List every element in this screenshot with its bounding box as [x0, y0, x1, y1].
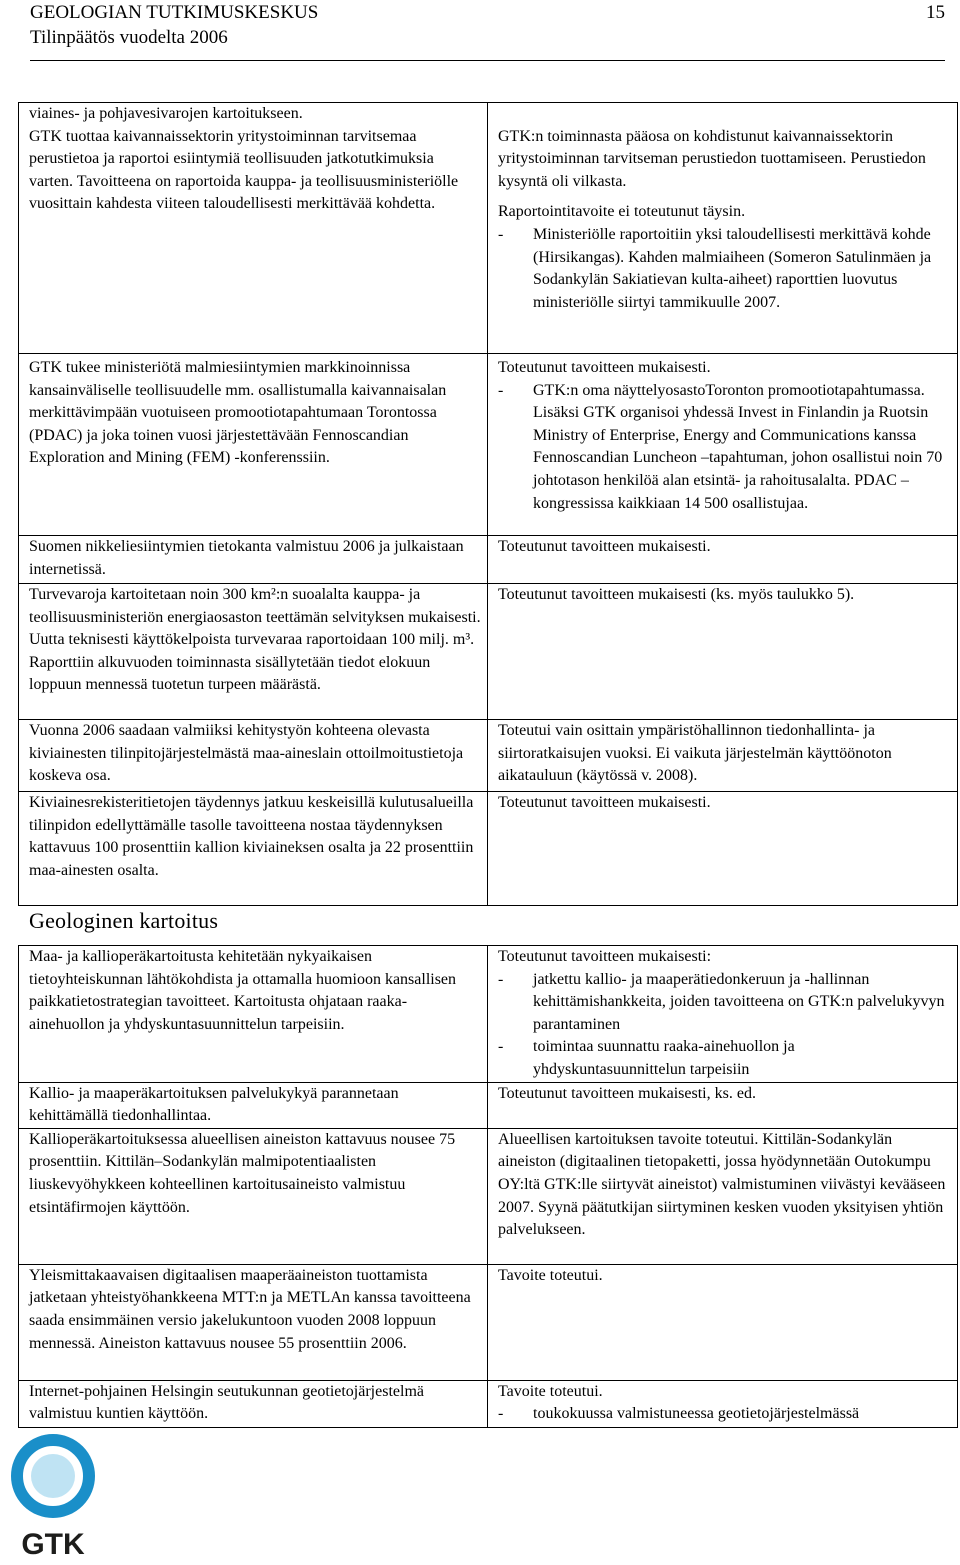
goal-cell	[19, 720, 488, 792]
result-text: Tavoite toteutui.	[498, 1266, 603, 1284]
result-list	[498, 1403, 951, 1426]
goal-text: Suomen nikkeliesiintymien tietokanta valmistuu 2006 ja julkaistaan internetissä.	[29, 538, 464, 578]
goal-cell	[19, 354, 488, 536]
result-text: Alueellisen kartoituksen tavoite toteutui. Kittilän-Sodankylän aineiston (digitaalinen tietopaketti, jossa hyödynnetään Outokumpu OY:ltä GTK:lle siirtyvät aineistot) valmistuminen viivästyi kevääseen 2007. Syynä päätutkijan siirtyminen kesken vuoden yksityisen yhtiön palvelukseen.	[498, 1130, 946, 1239]
gtk-logo	[8, 1432, 98, 1560]
result-cell	[488, 1380, 958, 1427]
result-list	[498, 969, 951, 1082]
result-list	[498, 380, 951, 516]
goal-text: GTK tuottaa kaivannaissektorin yritystoiminnan tarvitsemaa perustietoa ja raportoi esiintymiä teollisuuden jatkotutkimuksia varten. Tavoitteena on raportoida kauppa- ja teollisuusministeriölle vuosittain kahdesta viiteen taloudellisesti merkittävää kohdetta.	[29, 127, 459, 213]
result-cell	[488, 792, 958, 906]
result-cell	[488, 720, 958, 792]
result-text: Toteutunut tavoitteen mukaisesti.	[498, 794, 711, 811]
result-text: Toteutunut tavoitteen mukaisesti.	[498, 538, 711, 555]
goal-cell	[19, 103, 488, 354]
organization-name: GEOLOGIAN TUTKIMUSKESKUS	[30, 2, 319, 23]
table-row	[19, 584, 958, 720]
goal-cell	[19, 536, 488, 584]
logo-core	[31, 1454, 75, 1498]
goal-cell	[19, 1264, 488, 1380]
list-item: - GTK:n oma näyttelyosastoToronton promootiotapahtumassa. Lisäksi GTK organisoi yhdessä Invest in Finlandin ja Ruotsin Ministry of Enterprise, Energy and Communications kanssa Fennoscandian Luncheon –tapahtuman, johon osallistui noin 70 johtotason henkilöä alan etsintä- ja rahoitusalalta. PDAC –kongressissa kaikkiaan 14 500 osallistujaa.	[498, 381, 943, 512]
page-number: 15	[926, 2, 945, 23]
goal-text: viaines- ja pohjavesivarojen kartoitukseen.	[29, 105, 303, 122]
table-row	[19, 536, 958, 584]
goals-table	[18, 102, 958, 1428]
table-row	[19, 1264, 958, 1380]
result-cell	[488, 536, 958, 584]
table-row	[19, 946, 958, 1083]
result-cell	[488, 584, 958, 720]
table-row	[19, 792, 958, 906]
section-cell	[19, 906, 958, 946]
result-text: Toteutunut tavoitteen mukaisesti, ks. ed.	[498, 1084, 756, 1102]
result-cell	[488, 103, 958, 354]
goal-cell	[19, 584, 488, 720]
result-status: Toteutunut tavoitteen mukaisesti.	[498, 359, 711, 376]
goal-text: Kiviainesrekisteritietojen täydennys jatkuu keskeisillä kulutusalueilla tilinpidon edellyttämälle tasolle tavoitteena nostaa täydennyksen kattavuus 100 prosenttiin kallion kiviaineksen osalta ja 22 prosenttiin maa-ainesten osalta.	[29, 794, 474, 879]
goal-cell	[19, 1128, 488, 1264]
result-cell	[488, 1264, 958, 1380]
goal-text: GTK tukee ministeriötä malmiesiintymien markkinoinnissa kansainväliselle teollisuudelle mm. osallistumalla kaivannaisalan merkittävimpään vuotuiseen promootiotapahtumaan Torontossa (PDAC) ja joka toinen vuosi järjestettävään Fennoscandian Exploration and Mining (FEM) -konferenssiin.	[29, 359, 447, 467]
table-row	[19, 1082, 958, 1128]
goal-text: Vuonna 2006 saadaan valmiiksi kehitystyön kohteena olevasta kiviainesten tilinpitojärjestelmästä maa-aineslain ottoilmoitustietoja koskeva osa.	[29, 722, 464, 785]
section-heading: Geologinen kartoitus	[29, 908, 219, 933]
logo-wordmark: GTK	[21, 1528, 85, 1560]
result-list	[498, 224, 951, 314]
table-row	[19, 103, 958, 354]
goal-text: Kallio- ja maaperäkartoituksen palvelukykyä parannetaan kehittämällä tiedonhallintaa.	[29, 1084, 399, 1125]
section-row	[19, 906, 958, 946]
goal-cell	[19, 946, 488, 1083]
document-subtitle: Tilinpäätös vuodelta 2006	[30, 27, 228, 48]
table-row	[19, 1128, 958, 1264]
goal-text: Maa- ja kallioperäkartoitusta kehitetään nykyaikaisen tietoyhteiskunnan lähtökohdista ja ottamalla huomioon kansallisen paikkatietostrategian tavoitteet. Kartoitusta ohjataan raaka-ainehuollon ja yhdyskuntasuunnittelun tarpeisiin.	[29, 948, 457, 1033]
table-row	[19, 354, 958, 536]
result-cell	[488, 1082, 958, 1128]
gtk-logo-graphic	[8, 1432, 98, 1560]
result-text: Toteutunut tavoitteen mukaisesti (ks. myös taulukko 5).	[498, 586, 855, 603]
list-item: - toimintaa suunnattu raaka-ainehuollon ja yhdyskuntasuunnittelun tarpeisiin	[498, 1038, 795, 1078]
result-text: GTK:n toiminnasta pääosa on kohdistunut kaivannaissektorin yritystoiminnan tarvitseman perustiedon tuottamiseen. Perustiedon kysyntä oli vilkasta.	[498, 127, 926, 190]
result-status: Raportointitavoite ei toteutunut täysin.	[498, 203, 746, 221]
list-item: - Ministeriölle raportoitiin yksi taloudellisesti merkittävä kohde (Hirsikangas). Kahden malmiaiheen (Someron Satulinmäen ja Sodankylän Sakiatievan kulta-aiheet) raporttien luovutus ministeriölle siirtyi tammikuulle 2007.	[498, 225, 932, 311]
goal-cell	[19, 1380, 488, 1427]
header-rule	[30, 60, 945, 61]
list-item: - toukokuussa valmistuneessa geotietojärjestelmässä	[498, 1405, 860, 1423]
result-text: Toteutui vain osittain ympäristöhallinnon tiedonhallinta- ja siirtoratkaisujen vuoksi. Ei vaikuta järjestelmän käyttöönoton aikatauluun (käytössä v. 2008).	[498, 722, 892, 785]
result-status: Toteutunut tavoitteen mukaisesti:	[498, 948, 712, 965]
result-cell	[488, 946, 958, 1083]
table-row	[19, 1380, 958, 1427]
goal-text: Turvevaroja kartoitetaan noin 300 km²:n suoalalta kauppa- ja teollisuusministeriön energiaosaston teettämän selvityksen mukaisesti. Uutta teknisesti käyttökelpoista turvevaraa raportoidaan 100 milj. m³. Raporttiin alkuvuoden toiminnasta sisällytetään tiedot elokuun loppuun mennessä tuotetun turpeen määrästä.	[29, 586, 481, 694]
goal-cell	[19, 1082, 488, 1128]
goal-cell	[19, 792, 488, 906]
goal-text: Yleismittakaavaisen digitaalisen maaperäaineiston tuottamista jatketaan yhteistyöhankkeena MTT:n ja METLAn kanssa tavoitteena saada ensimmäinen versio jakelukuntoon vuoden 2008 loppuun mennessä. Aineiston kattavuus nousee 55 prosenttiin 2006.	[29, 1266, 471, 1352]
result-status: Tavoite toteutui.	[498, 1382, 603, 1400]
result-cell	[488, 1128, 958, 1264]
goal-text: Kallioperäkartoituksessa alueellisen aineiston kattavuus nousee 75 prosenttiin. Kittilän–Sodankylän malmipotentiaalisten liuskevyöhykkeen kohteellinen kartoitusaineisto valmistuu etsintäfirmojen käyttöön.	[29, 1130, 456, 1216]
goal-text: Internet-pohjainen Helsingin seutukunnan geotietojärjestelmä valmistuu kuntien käyttöön.	[29, 1382, 424, 1423]
table-row	[19, 720, 958, 792]
list-item: - jatkettu kallio- ja maaperätiedonkeruun ja -hallinnan kehittämishankkeita, joiden tavoitteena on GTK:n palvelukyvyn parantaminen	[498, 970, 945, 1033]
result-cell	[488, 354, 958, 536]
